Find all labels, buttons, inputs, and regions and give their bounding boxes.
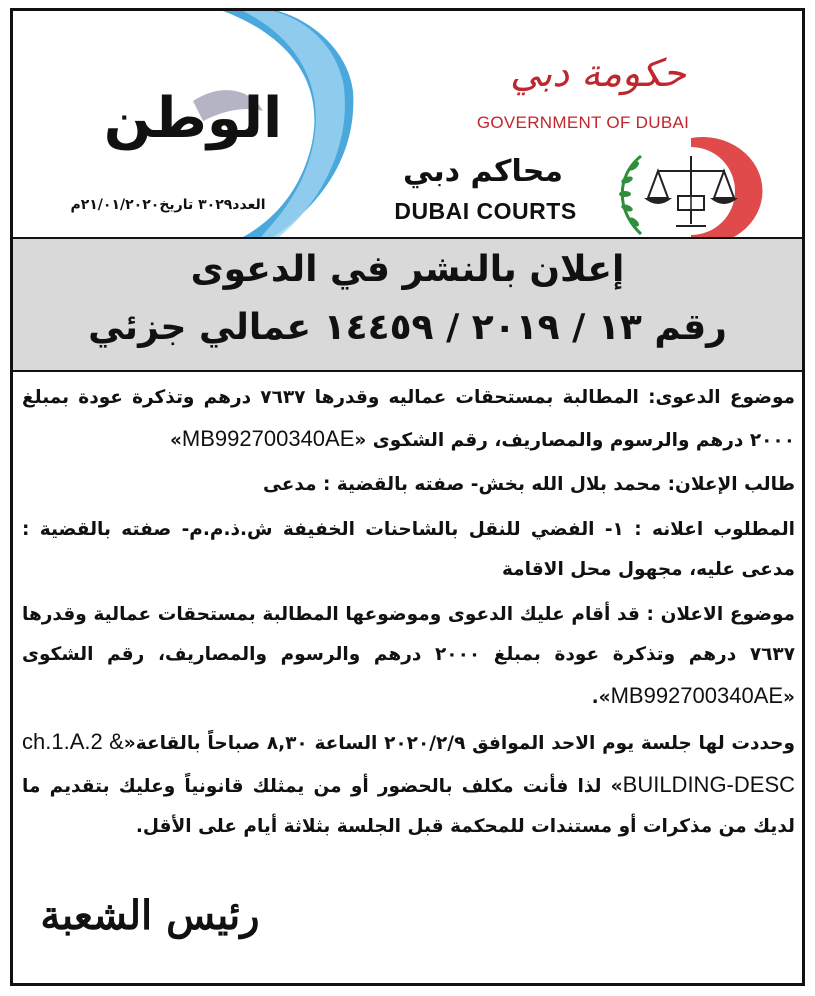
signature-title: رئيس الشعبة: [40, 892, 260, 939]
government-logo-english: GOVERNMENT OF DUBAI: [476, 113, 690, 132]
header: [13, 11, 802, 237]
notice-subject-close: ».: [591, 686, 611, 708]
case-subject-paragraph: [22, 378, 795, 461]
complaint-number: MB992700340AE: [181, 425, 355, 451]
hearing-instructions: » لذا فأنت مكلف بالحضور أو من يمثلك قانونياً وعليك بتقديم ما لديك من مذكرات أو مستندات للمحكمة قبل الجلسة بثلاثة أيام على الأقل.: [22, 775, 795, 837]
notice-subject-text: موضوع الاعلان : قد أقام عليك الدعوى وموضوعها المطالبة بمستحقات عمالية وقدرها ٧٦٣٧ درهم وتذكرة عودة بمبلغ ٢٠٠٠ درهم والرسوم والمصاريف، رقم الشكوى «: [22, 603, 796, 708]
notice-title: إعلان بالنشر في الدعوى: [190, 249, 625, 290]
plaintiff-paragraph: طالب الإعلان: محمد بلال الله بخش- صفته بالقضية : مدعى: [263, 474, 795, 495]
notice-subject-paragraph: [22, 595, 795, 719]
title-band: [13, 237, 802, 372]
courts-name-arabic: محاكم دبي: [403, 154, 563, 189]
complaint-number-2: MB992700340AE: [610, 682, 784, 708]
hall-code: ch.1.A.2 & BUILDING-DESC: [22, 729, 795, 797]
case-subject-close: »: [169, 429, 182, 451]
hearing-paragraph: [22, 722, 795, 848]
courts-name-english: DUBAI COURTS: [394, 198, 577, 224]
notice-body: [22, 378, 795, 852]
case-subject-text: موضوع الدعوى: المطالبة بمستحقات عماليه وقدرها ٧٦٣٧ درهم وتذكرة عودة بمبلغ ٢٠٠٠ درهم والرسوم والمصاريف، رقم الشكوى «: [22, 387, 795, 451]
case-number: رقم ١٣ / ٢٠١٩ / ١٤٤٥٩ عمالي جزئي: [88, 307, 727, 348]
government-logo-arabic: حكومة دبي: [509, 51, 687, 95]
issue-date: العدد٣٠٢٩ تاريخ٢١/٠١/٢٠٢٠م: [70, 197, 266, 213]
newspaper-logo: الوطن: [103, 86, 283, 151]
defendant-paragraph: المطلوب اعلانه : ١- الفضي للنقل بالشاحنات الخفيفة ش.ذ.م.م- صفته بالقضية : مدعى عليه، مجهول محل الاقامة: [22, 518, 795, 580]
scales-of-justice-icon: [596, 136, 771, 246]
hearing-text: وحددت لها جلسة يوم الاحد الموافق ٢٠٢٠/٢/٩ الساعة ٨,٣٠ صباحاً بالقاعة«: [123, 733, 795, 754]
